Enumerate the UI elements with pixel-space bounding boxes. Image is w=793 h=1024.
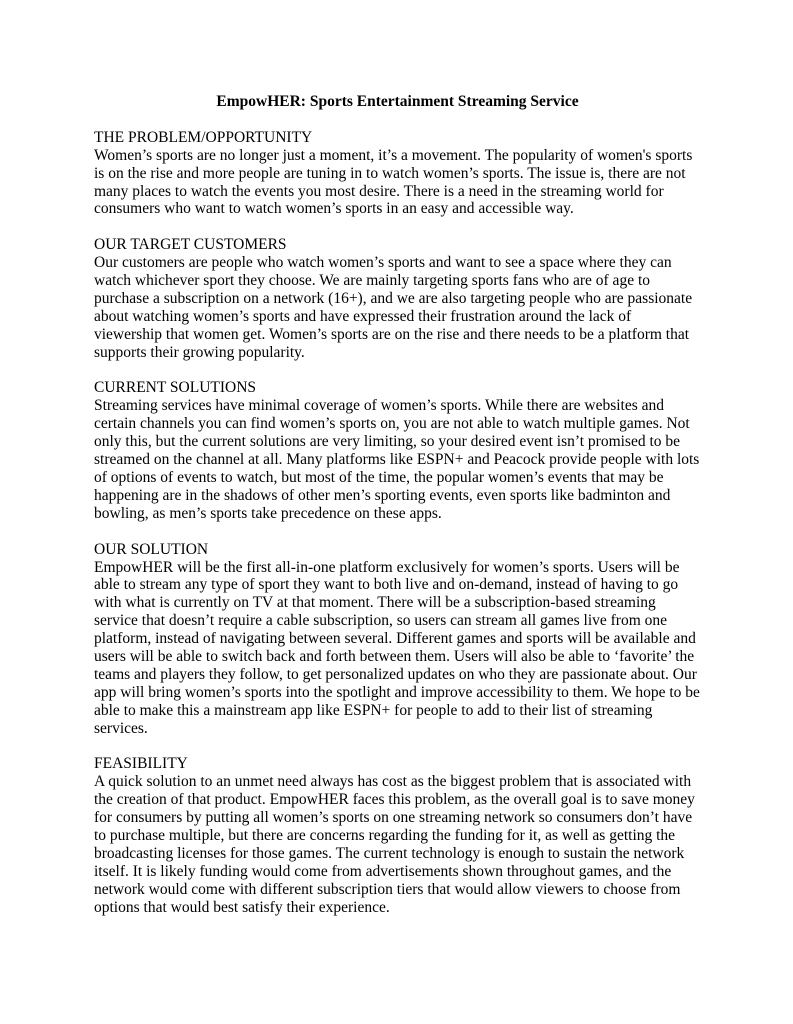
heading-our-solution: OUR SOLUTION: [94, 540, 209, 558]
section-problem-opportunity: [94, 129, 701, 219]
heading-problem-opportunity: THE PROBLEM/OPPORTUNITY: [94, 128, 313, 146]
body-problem-opportunity: Women’s sports are no longer just a moment, it’s a movement. The popularity of women's sports is on the rise and more people are tuning in to watch women’s sports. The issue is, there are not many places to watch the events you most desire. There is a need in the streaming world for consumers who want to watch women’s sports in an easy and accessible way.: [94, 146, 693, 218]
section-feasibility: [94, 755, 701, 916]
document-title: EmpowHER: Sports Entertainment Streaming Service: [216, 93, 579, 110]
section-current-solutions: [94, 379, 701, 522]
body-current-solutions: Streaming services have minimal coverage of women’s sports. While there are websites and certain channels you can find women’s sports on, you are not able to watch multiple games. Not only this, but the current solutions are very limiting, so your desired event isn’t promised to be streamed on the channel at all. Many platforms like ESPN+ and Peacock provide people with lots of options of events to watch, but most of the time, the popular women’s events that may be happening are in the shadows of other men’s sporting events, even sports like badminton and bowling, as men’s sports take precedence on these apps.: [94, 397, 700, 522]
heading-current-solutions: CURRENT SOLUTIONS: [94, 379, 257, 397]
section-our-solution: [94, 541, 701, 738]
heading-feasibility: FEASIBILITY: [94, 755, 188, 773]
body-target-customers: Our customers are people who watch women’s sports and want to see a space where they can watch whichever sport they choose. We are mainly targeting sports fans who are of age to purchase a subscription on a network (16+), and we are also targeting people who are passionate about watching women’s sports and have expressed their frustration around the lack of viewership that women get. Women’s sports are on the rise and there needs to be a platform that supports their growing popularity.: [94, 254, 693, 361]
heading-target-customers: OUR TARGET CUSTOMERS: [94, 236, 287, 254]
body-feasibility: A quick solution to an unmet need always has cost as the biggest problem that is associated with the creation of that product. EmpowHER faces this problem, as the overall goal is to save money for consumers by putting all women’s sports on one streaming network so consumers don’t have to purchase multiple, but there are concerns regarding the funding for it, as well as getting the broadcasting licenses for those games. The current technology is enough to sustain the network itself. It is likely funding would come from advertisements shown throughout games, and the network would come with different subscription tiers that would allow viewers to choose from options that would best satisfy their experience.: [94, 773, 695, 916]
section-target-customers: [94, 236, 701, 361]
body-our-solution: EmpowHER will be the first all-in-one platform exclusively for women’s sports. Users will be able to stream any type of sport they want to both live and on-demand, instead of having to go with what is currently on TV at that moment. There will be a subscription-based streaming service that doesn’t require a cable subscription, so users can stream all games live from one platform, instead of navigating between several. Different games and sports will be available and users will be able to switch back and forth between them. Users will also be able to ‘favorite’ the teams and players they follow, to get personalized updates on who they are passionate about. Our app will bring women’s sports into the spotlight and improve accessibility to them. We hope to be able to make this a mainstream app like ESPN+ for people to add to their list of streaming services.: [94, 558, 700, 737]
